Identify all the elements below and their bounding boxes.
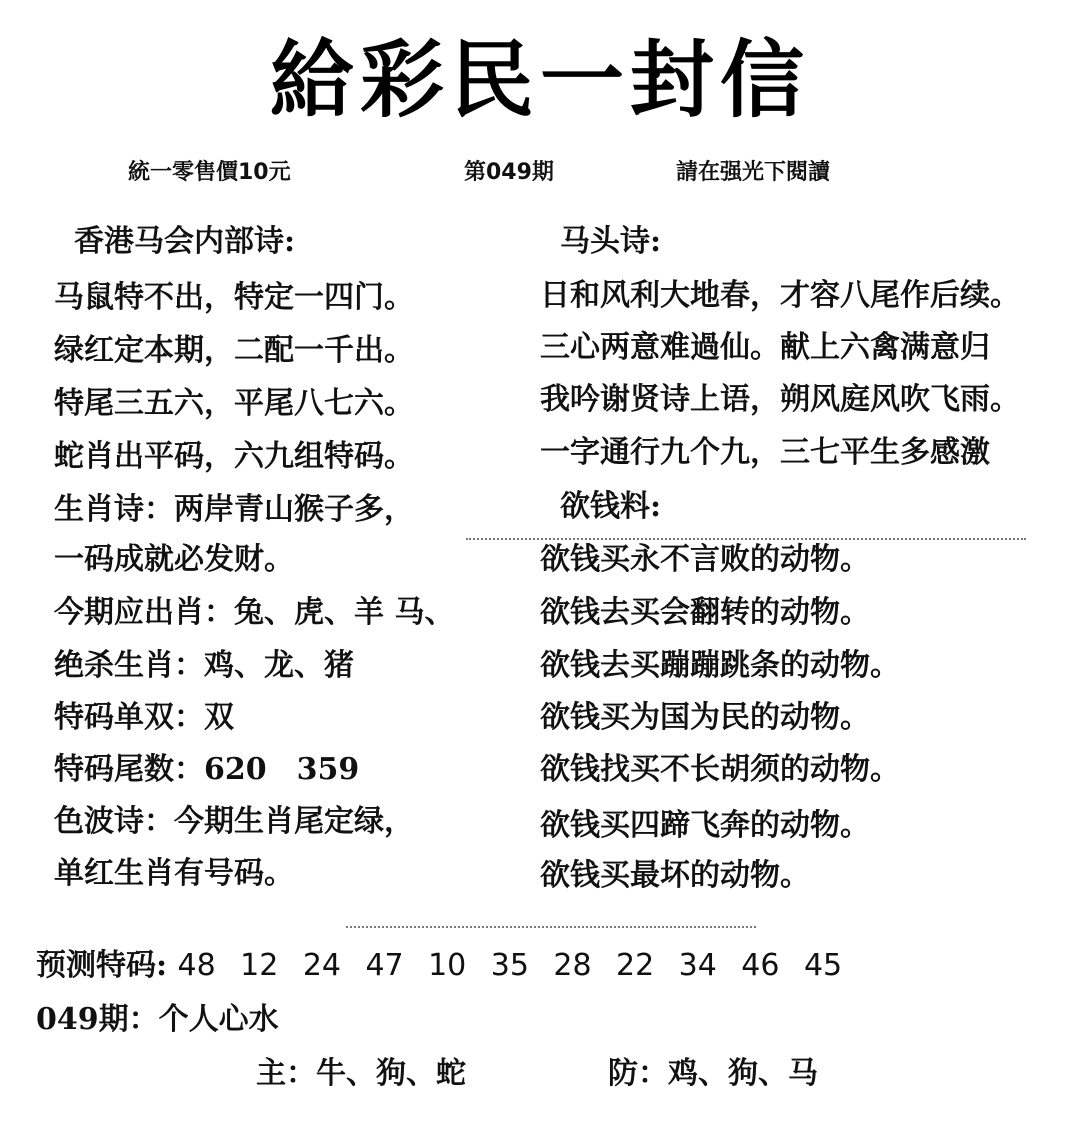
prediction-number: 12 [240,948,279,983]
left-line: 马鼠特不出，特定一四门。 [54,280,414,315]
left-line: 绿红定本期，二配一千出。 [54,333,414,368]
riddle-line: 欲钱买最坏的动物。 [540,858,810,893]
prediction-number: 10 [428,948,467,983]
left-line: 单红生肖有号码。 [54,856,294,891]
prediction-number: 34 [678,948,717,983]
riddle-line: 欲钱买为国为民的动物。 [540,700,870,735]
price-label: 統一零售價10元 [128,160,291,185]
left-line: 今期应出肖：兔、虎、羊 马、 [54,595,455,630]
left-line: 生肖诗：两岸青山猴子多， [54,492,414,527]
right-line: 日和风利大地春，才容八尾作后续。 [540,278,1020,313]
prediction-number: 22 [616,948,655,983]
defend-pick: 防：鸡、狗、马 [608,1056,818,1091]
reading-note: 請在强光下閱讀 [676,160,831,185]
riddle-line: 欲钱找买不长胡须的动物。 [540,752,900,787]
riddle-line: 欲钱买四蹄飞奔的动物。 [540,808,870,843]
left-line: 特尾三五六，平尾八七六。 [54,386,414,421]
issue-number: 第049期 [464,160,554,185]
left-heading: 香港马会内部诗: [74,224,296,259]
left-line: 绝杀生肖：鸡、龙、猪 [54,648,354,683]
prediction-number: 45 [803,948,843,983]
left-line: 特码单双：双 [54,700,234,735]
left-line: 蛇肖出平码，六九组特码。 [54,439,414,474]
prediction-number: 28 [553,948,592,983]
prediction-number: 24 [302,948,341,983]
right-line: 一字通行九个九，三七平生多感激 [540,435,990,470]
right-heading-2: 欲钱料: [560,489,662,524]
right-heading: 马头诗: [560,224,662,259]
left-line: 一码成就必发财。 [54,542,294,577]
prediction-row [36,946,856,986]
main-pick: 主：牛、狗、蛇 [256,1056,466,1091]
left-line: 色波诗：今期生肖尾定绿， [54,804,414,839]
issue-tip: 049期：个人心水 [36,1002,279,1037]
riddle-line: 欲钱买永不言败的动物。 [540,542,870,577]
right-line: 我吟谢贤诗上语，朔风庭风吹飞雨。 [540,382,1020,417]
prediction-number: 35 [490,948,529,983]
dotted-divider [346,926,756,928]
right-line: 三心两意难過仙。献上六禽满意归 [540,330,990,365]
prediction-number: 46 [741,948,780,983]
riddle-line: 欲钱去买会翻转的动物。 [540,595,870,630]
prediction-number: 48 [177,948,216,983]
page-title: 給彩民一封信 [269,31,810,129]
prediction-label: 预测特码: [36,948,168,983]
prediction-number: 47 [365,948,404,983]
riddle-line: 欲钱去买蹦蹦跳条的动物。 [540,648,900,683]
left-line: 特码尾数：620 359 [54,752,360,787]
